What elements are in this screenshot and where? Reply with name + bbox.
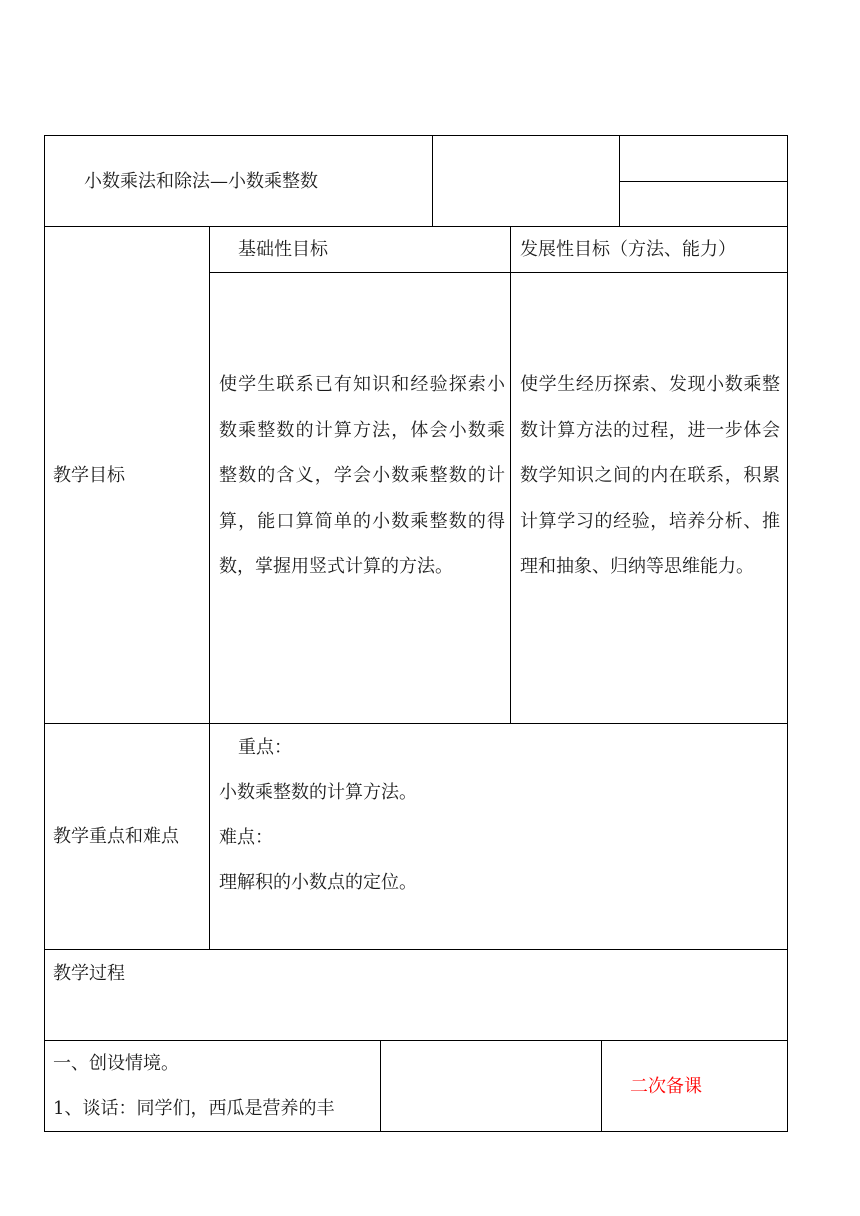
row-divider-header [44,226,788,227]
row-divider-objectives [44,723,788,724]
development-objectives-header: 发展性目标（方法、能力） [520,239,736,260]
header-right-divider [619,181,788,182]
table-border-top [44,135,788,136]
table-border-bottom [44,1131,788,1132]
objectives-row-label: 教学目标 [53,465,125,486]
step1-line1: 1、谈话：同学们，西瓜是营养的丰 [53,1098,335,1119]
lesson-title: 小数乘法和除法—小数乘整数 [84,171,318,192]
step1-title: 一、创设情境。 [53,1053,179,1074]
basic-objectives-text: 使学生联系已有知识和经验探索小数乘整数的计算方法，体会小数乘整数的含义，学会小数乘整数的计算，能口算简单的小数乘整数的得数，掌握用竖式计算的方法。 [219,374,505,577]
process-divider-1 [380,1040,381,1132]
keypoints-row-label: 教学重点和难点 [53,826,179,847]
focus-label: 重点： [238,737,292,758]
difficulty-text: 理解积的小数点的定位。 [219,872,417,893]
difficulty-label: 难点： [219,827,273,848]
process-label: 教学过程 [53,963,125,984]
objectives-column-divider [510,226,511,724]
header-divider-2 [619,135,620,227]
table-border-left [44,135,45,1132]
development-objectives-text: 使学生经历探索、发现小数乘整数计算方法的过程，进一步体会数学知识之间的内在联系，积累计算学习的经验，培养分析、推理和抽象、归纳等思维能力。 [520,374,780,577]
header-divider-1 [432,135,433,227]
second-prep-label: 二次备课 [630,1076,702,1097]
row-divider-keypoints [44,949,788,950]
row-divider-process-label [44,1040,788,1041]
label-column-divider [209,226,210,950]
focus-text: 小数乘整数的计算方法。 [219,782,417,803]
process-divider-2 [601,1040,602,1132]
basic-objectives-header: 基础性目标 [238,239,328,260]
objectives-subheader-divider [209,272,788,273]
table-border-right [787,135,788,1132]
